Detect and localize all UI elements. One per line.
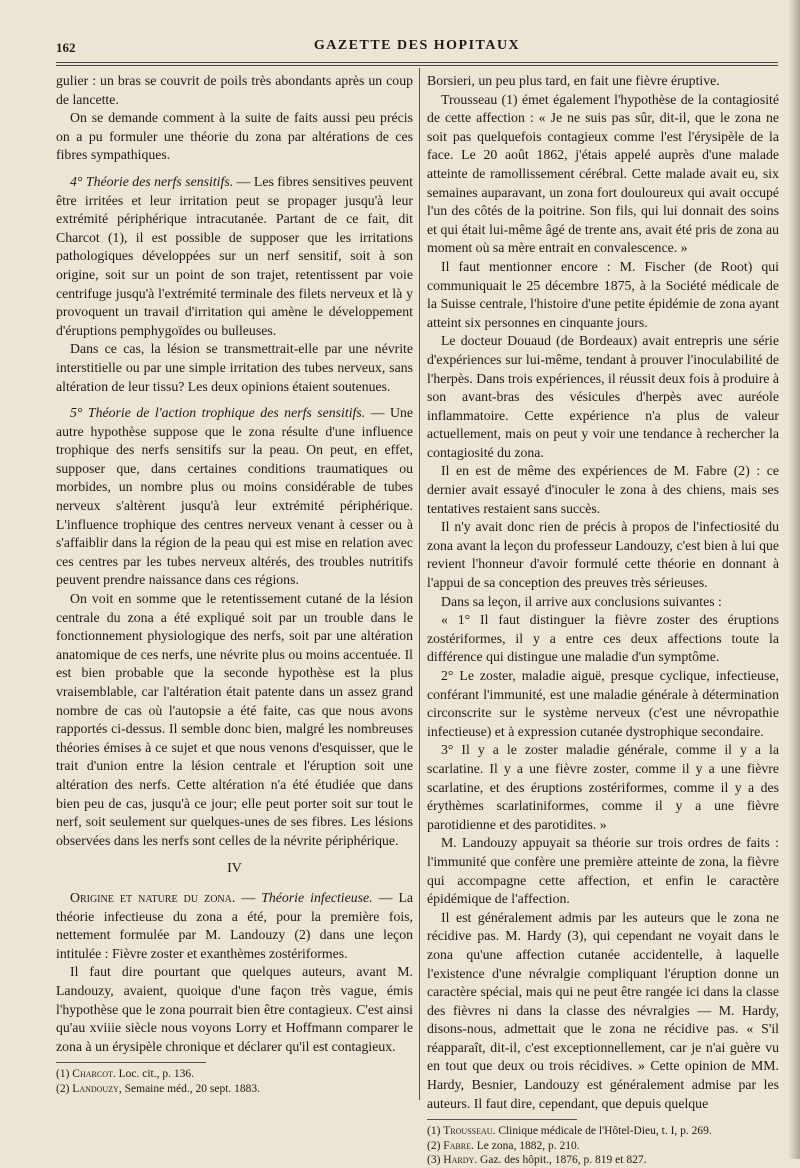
paragraph: 5° Théorie de l'action trophique des nerfs sensitifs. — Une autre hypothèse suppose que le zona résulte d'une influence trophique des nerfs sensitifs sur la peau. On peut, en effet, supposer que, dans certaines conditions traumatiques ou morbides, un nombre plus ou moins considérable de tubes nerveux s'altèrent jusqu'à leur extrémité périphérique. L'influence trophique des centres nerveux venant à cesser ou à s'affaiblir dans la région de la peau qui est mise en relation avec ces centres par les tubes nerveux altérés, des troubles nutritifs peuvent prendre naissance dans ces régions. (56, 405, 413, 588)
paragraph: Dans sa leçon, il arrive aux conclusions suivantes : (441, 593, 722, 609)
footnote: (1) Trousseau. Clinique médicale de l'Hôtel-Dieu, t. I, p. 269. (427, 1125, 712, 1138)
paragraph: Il n'y avait donc rien de précis à propos de l'infectiosité du zona avant la leçon du professeur Landouzy, c'est bien à lui que revient l'honneur d'avoir formulé cette théorie en donnant à l'appui de sa conception des preuves très sérieuses. (427, 519, 779, 591)
footnote: (2) Fabre. Le zona, 1882, p. 210. (427, 1139, 580, 1152)
subsection-heading: 4° Théorie des nerfs sensitifs. (70, 173, 234, 189)
left-column (56, 72, 413, 1096)
page-header (56, 38, 778, 60)
paragraph: Le docteur Douaud (de Bordeaux) avait entrepris une série d'expériences sur lui-même, tendant à prouver l'inoculabilité de l'herpès. Dans trois expériences, il réussit deux fois à produire à son avant-bras des vésicules d'herpès avec auréole inflammatoire. Cette expérience n'a plus de valeur actuellement, mais on peut y voir une tendance à rechercher la contagiosité du zona. (427, 333, 779, 460)
section-heading: Origine et nature du zona. (70, 889, 236, 905)
section-number: IV (227, 861, 242, 877)
paragraph: On se demande comment à la suite de faits aussi peu précis on a pu formuler une théorie du zona par altérations de ces fibres sympathiques. (56, 110, 413, 163)
journal-title: GAZETTE DES HOPITAUX (313, 38, 521, 53)
paragraph: M. Landouzy appuyait sa théorie sur trois ordres de faits : l'immunité que confère une première atteinte de zona, la fièvre qui accompagne cette affection, et enfin le caractère épidémique de l'affection. (427, 835, 779, 907)
paragraph: Il faut dire pourtant que quelques auteurs, avant M. Landouzy, avaient, quoique d'une façon très vague, émis l'hypothèse que le zona pourrait bien être contagieux. C'est ainsi qu'au xviiie siècle nous voyons Lorry et Hoffmann comparer le zona à un érysipèle chronique et déclarer qu'il est contagieux. (56, 964, 413, 1054)
footnote-rule (427, 1119, 577, 1120)
footnotes (427, 1124, 779, 1168)
paragraph: « 1° Il faut distinguer la fièvre zoster des éruptions zostériformes, il y a entre ces deux affections toute la différence qui distingue une maladie d'un symptôme. (427, 612, 779, 665)
paragraph: Origine et nature du zona. — Théorie infectieuse. — La théorie infectieuse du zona a été, pour la première fois, nettement formulée par M. Landouzy (2) dans une leçon intitulée : Fièvre zoster et exanthèmes zostériformes. (56, 889, 414, 961)
footnote: (3) Hardy. Gaz. des hôpit., 1876, p. 819 et 827. (427, 1154, 647, 1167)
paragraph: Trousseau (1) émet également l'hypothèse de la contagiosité de cette affection : « Je ne suis pas sûr, dit-il, que le zona ne soit pas quelquefois contagieux comme l'est l'érysipèle de la face. Le 20 août 1862, j'étais appelé auprès d'une malade atteinte de ramollissement cérébral. Cette malade avait eu, six semaines auparavant, un zona fort douloureux qui avait occupé l'un des côtés de la poitrine. Son fils, qui lui donnait des soins et qui était lui-même âgé de trente ans, avait été pris de zona au moment où sa mère entrait en convalescence. » (427, 91, 779, 256)
page-number: 162 (56, 40, 76, 55)
paragraph: 3° Il y a le zoster maladie générale, comme il y a la scarlatine. Il y a une fièvre zoster, comme il y a une fièvre scarlatine, et des éruptions zostériformes, comme il y a des érythèmes scarlatiniformes, comme il y a une fièvre parotidienne et des parotidites. » (427, 742, 779, 832)
paragraph: Il faut mentionner encore : M. Fischer (de Root) qui communiquait le 25 décembre 1875, à la Société médicale de la Suisse centrale, l'histoire d'une petite épidémie de zona ayant atteint six personnes en cinquante jours. (427, 258, 779, 330)
section-subheading: Théorie infectieuse. (261, 889, 373, 905)
header-rule (56, 62, 778, 66)
paragraph: On voit en somme que le retentissement cutané de la lésion centrale du zona a été expliqué soit par un trouble dans le fonctionnement physiologique des nerfs, soit par une altération anatomique de ces nerfs, une névrite plus ou moins accentuée. Il est bien probable que la seconde hypothèse est la plus vraisemblable, car l'altération était patente dans un assez grand nombre de cas où l'autopsie a été faite, cas que nous avons rapportés ci-dessus. Il semble donc bien, malgré les nombreuses théories émises à ce sujet et que nous venons d'esquisser, que le trait d'union entre la lésion centrale et l'éruption soit une altération des nerfs. Cette altération n'a été étudiée que dans bien peu de cas, jusqu'à ce jour; elle peut porter soit sur tout le nerf, soit seulement sur quelques-unes de ses fibres. Les lésions observées dans les nerfs sont celles de la névrite périphérique. (56, 591, 413, 848)
subsection-heading: 5° Théorie de l'action trophique des nerfs sensitifs. (70, 405, 366, 421)
paragraph: 4° Théorie des nerfs sensitifs. — Les fibres sensitives peuvent être irritées et leur irritation peut se propager jusqu'à leur extrémité périphérique intracutanée. Partant de ce fait, dit Charcot (1), il est possible de supposer que les irritations pathologiques développées sur un nerf sensitif, soit à son origine, soit sur un point de son trajet, retentissent par voie centrifuge jusqu'à l'extrémité terminale des filets nerveux et là y provoquent un travail d'irritation qui amène le développement d'éruptions pemphygoïdes ou bulleuses. (56, 173, 414, 338)
paragraph: 2° Le zoster, maladie aiguë, presque cyclique, infectieuse, conférant l'immunité, est une maladie générale à détermination circonscrite sur le système nerveux (c'est une névropathie infectieuse) et à expression cutanée dystrophique secondaire. (427, 668, 779, 739)
paragraph: Il en est de même des expériences de M. Fabre (2) : ce dernier avait essayé d'inoculer le zona à des chiens, mais ses tentatives restaient sans succès. (427, 463, 779, 516)
right-column (427, 72, 779, 1168)
paragraph: Il est généralement admis par les auteurs que le zona ne récidive pas. M. Hardy (3), qui cependant ne voyait dans le zona qu'une affection cutanée accidentelle, à laquelle l'existence d'une névralgie compliquant l'éruption donne un caractère spécial, mais qui ne peut être rangée ici dans la classe des fièvres ni dans la classe des névralgies — M. Hardy, disons-nous, admettait que le zona ne récidive pas. « S'il réapparaît, dit-il, c'est exceptionnellement, car je n'ai guère vu en tout que deux ou trois récidives. » Cette opinion de MM. Hardy, Besnier, Landouzy est généralement admise par les auteurs. Il faut dire, cependant, que depuis quelque (427, 909, 779, 1111)
footnotes (56, 1067, 413, 1096)
footnote: (1) Charcot. Loc. cit., p. 136. (56, 1068, 194, 1081)
paragraph: Dans ce cas, la lésion se transmettrait-elle par une névrite interstitielle ou par une simple irritation des tubes nerveux, sans altération de leur tissu? Les deux opinions étaient soutenues. (56, 341, 413, 394)
column-divider (419, 68, 420, 1100)
footnote-rule (56, 1062, 206, 1063)
paragraph: Borsieri, un peu plus tard, en fait une fièvre éruptive. (427, 73, 720, 88)
page-edge-shadow (788, 0, 800, 1159)
footnote: (2) Landouzy, Semaine méd., 20 sept. 1883. (56, 1082, 261, 1095)
paragraph: gulier : un bras se couvrit de poils très abondants après un coup de lancette. (56, 73, 413, 107)
